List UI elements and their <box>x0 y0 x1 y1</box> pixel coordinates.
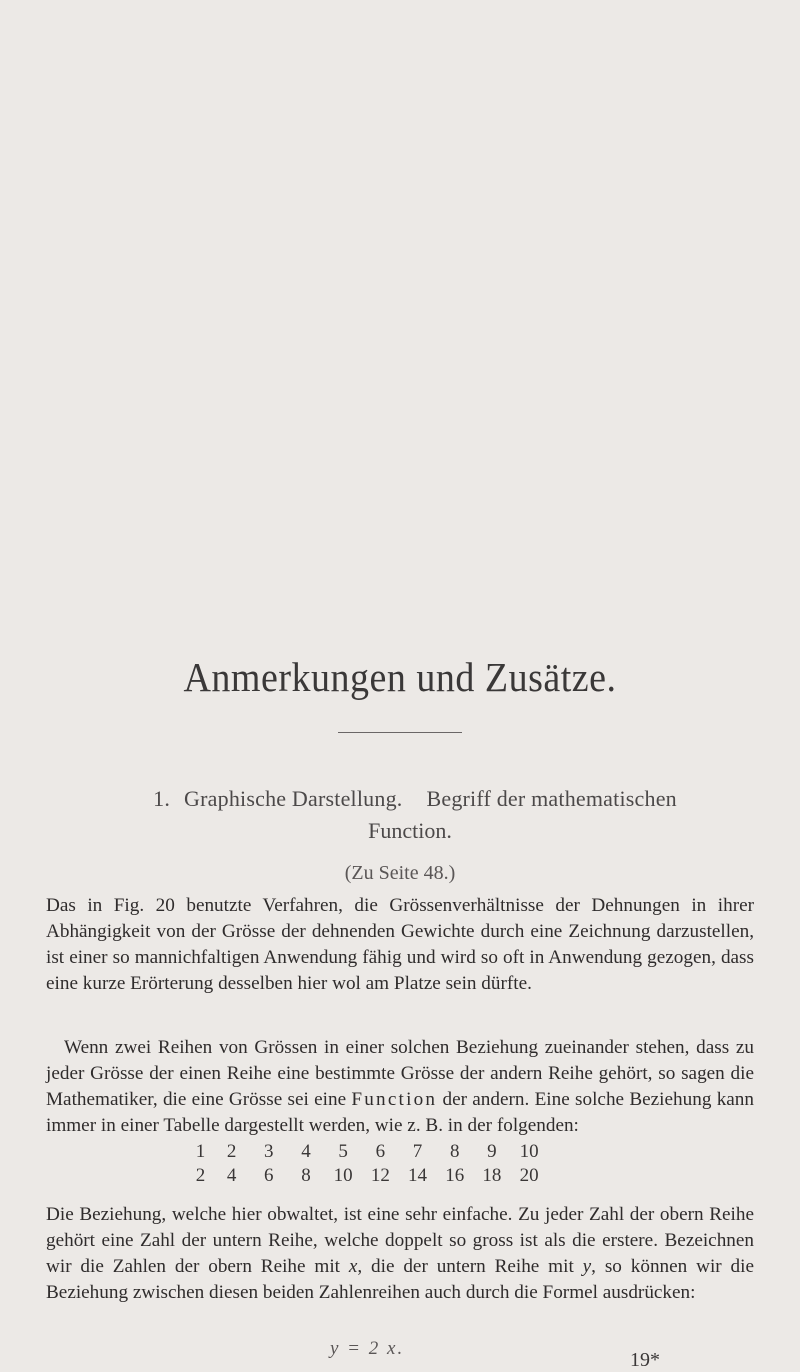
table-cell: 6 <box>264 1165 274 1186</box>
number-table <box>188 1140 648 1188</box>
table-cell: 9 <box>487 1141 497 1162</box>
table-cell: 20 <box>519 1165 539 1186</box>
section-heading-part-b: Begriff der mathematischen <box>426 786 677 811</box>
title-divider <box>338 732 462 733</box>
paragraph-2-before: Wenn zwei Reihen von Grössen in einer solchen Beziehung zueinander stehen, dass zu jeder Grösse der einen Reihe eine bestimmte Grösse der andern Reihe gehört, so sagen die Mathematiker, die eine Grösse sei eine <box>46 1037 754 1110</box>
table-cell: 18 <box>482 1165 502 1186</box>
emphasized-word: Function <box>351 1088 438 1110</box>
table-row-lower <box>188 1164 648 1188</box>
signature-mark: 19* <box>630 1349 660 1371</box>
page-reference: (Zu Seite 48.) <box>344 862 456 884</box>
section-heading-part-a: Graphische Darstellung. <box>184 786 403 811</box>
table-cell: 5 <box>338 1141 348 1162</box>
paragraph-2-after: der andern. Eine solche Beziehung kann immer in einer Tabelle dargestellt werden, wie z. B. in der folgenden: <box>46 1088 754 1136</box>
page-title: Anmerkungen und Zusätze. <box>183 655 617 701</box>
variable-y: y <box>582 1255 592 1277</box>
section-heading <box>40 783 780 847</box>
table-cell: 4 <box>301 1141 311 1162</box>
paragraph-1: Das in Fig. 20 benutzte Verfahren, die Grössenverhältnisse der Dehnungen in ihrer Abhängigkeit von der Grösse der dehnenden Gewichte durch eine Zeichnung darzustellen, ist einer so mannichfaltigen Anwendung fähig und wird so oft in Anwendung gezogen, dass eine kurze Erörterung desselben hier wol am Platze sein dürfte. <box>46 895 754 994</box>
paragraph-2 <box>46 1035 754 1139</box>
table-cell: 6 <box>375 1141 386 1162</box>
paragraph-3 <box>46 1202 754 1306</box>
table-cell: 7 <box>412 1141 423 1162</box>
table-row-upper <box>188 1140 648 1164</box>
table-cell: 8 <box>301 1165 311 1186</box>
table-cell: 2 <box>195 1165 206 1186</box>
paragraph-3-part1: Die Beziehung, welche hier obwaltet, ist eine sehr einfache. Zu jeder Zahl der obern Reihe gehört eine Zahl der untern Reihe, welche doppelt so gross ist als die erstere. Bezeichnen wir die Zahlen der obern Reihe mit <box>46 1204 754 1277</box>
section-heading-line2: Function. <box>368 818 452 843</box>
paragraph-3-part2: , die der untern Reihe mit <box>357 1255 583 1277</box>
table-cell: 10 <box>519 1141 539 1162</box>
table-cell: 1 <box>195 1141 206 1162</box>
section-heading-line1 <box>40 783 780 815</box>
table-cell: 4 <box>226 1165 237 1186</box>
section-number: 1. <box>153 786 171 811</box>
table-cell: 12 <box>370 1165 390 1186</box>
table-cell: 3 <box>264 1141 274 1162</box>
table-cell: 8 <box>449 1141 460 1162</box>
variable-x: x <box>348 1255 358 1277</box>
paragraph-3-part3: , so können wir die Beziehung zwischen diesen beiden Zahlenreihen auch durch die Formel ausdrücken: <box>46 1255 754 1303</box>
table-cell: 2 <box>226 1141 237 1162</box>
table-cell: 16 <box>445 1165 465 1186</box>
formula: y = 2 x. <box>330 1338 405 1359</box>
table-cell: 10 <box>333 1165 353 1186</box>
table-cell: 14 <box>408 1165 428 1186</box>
